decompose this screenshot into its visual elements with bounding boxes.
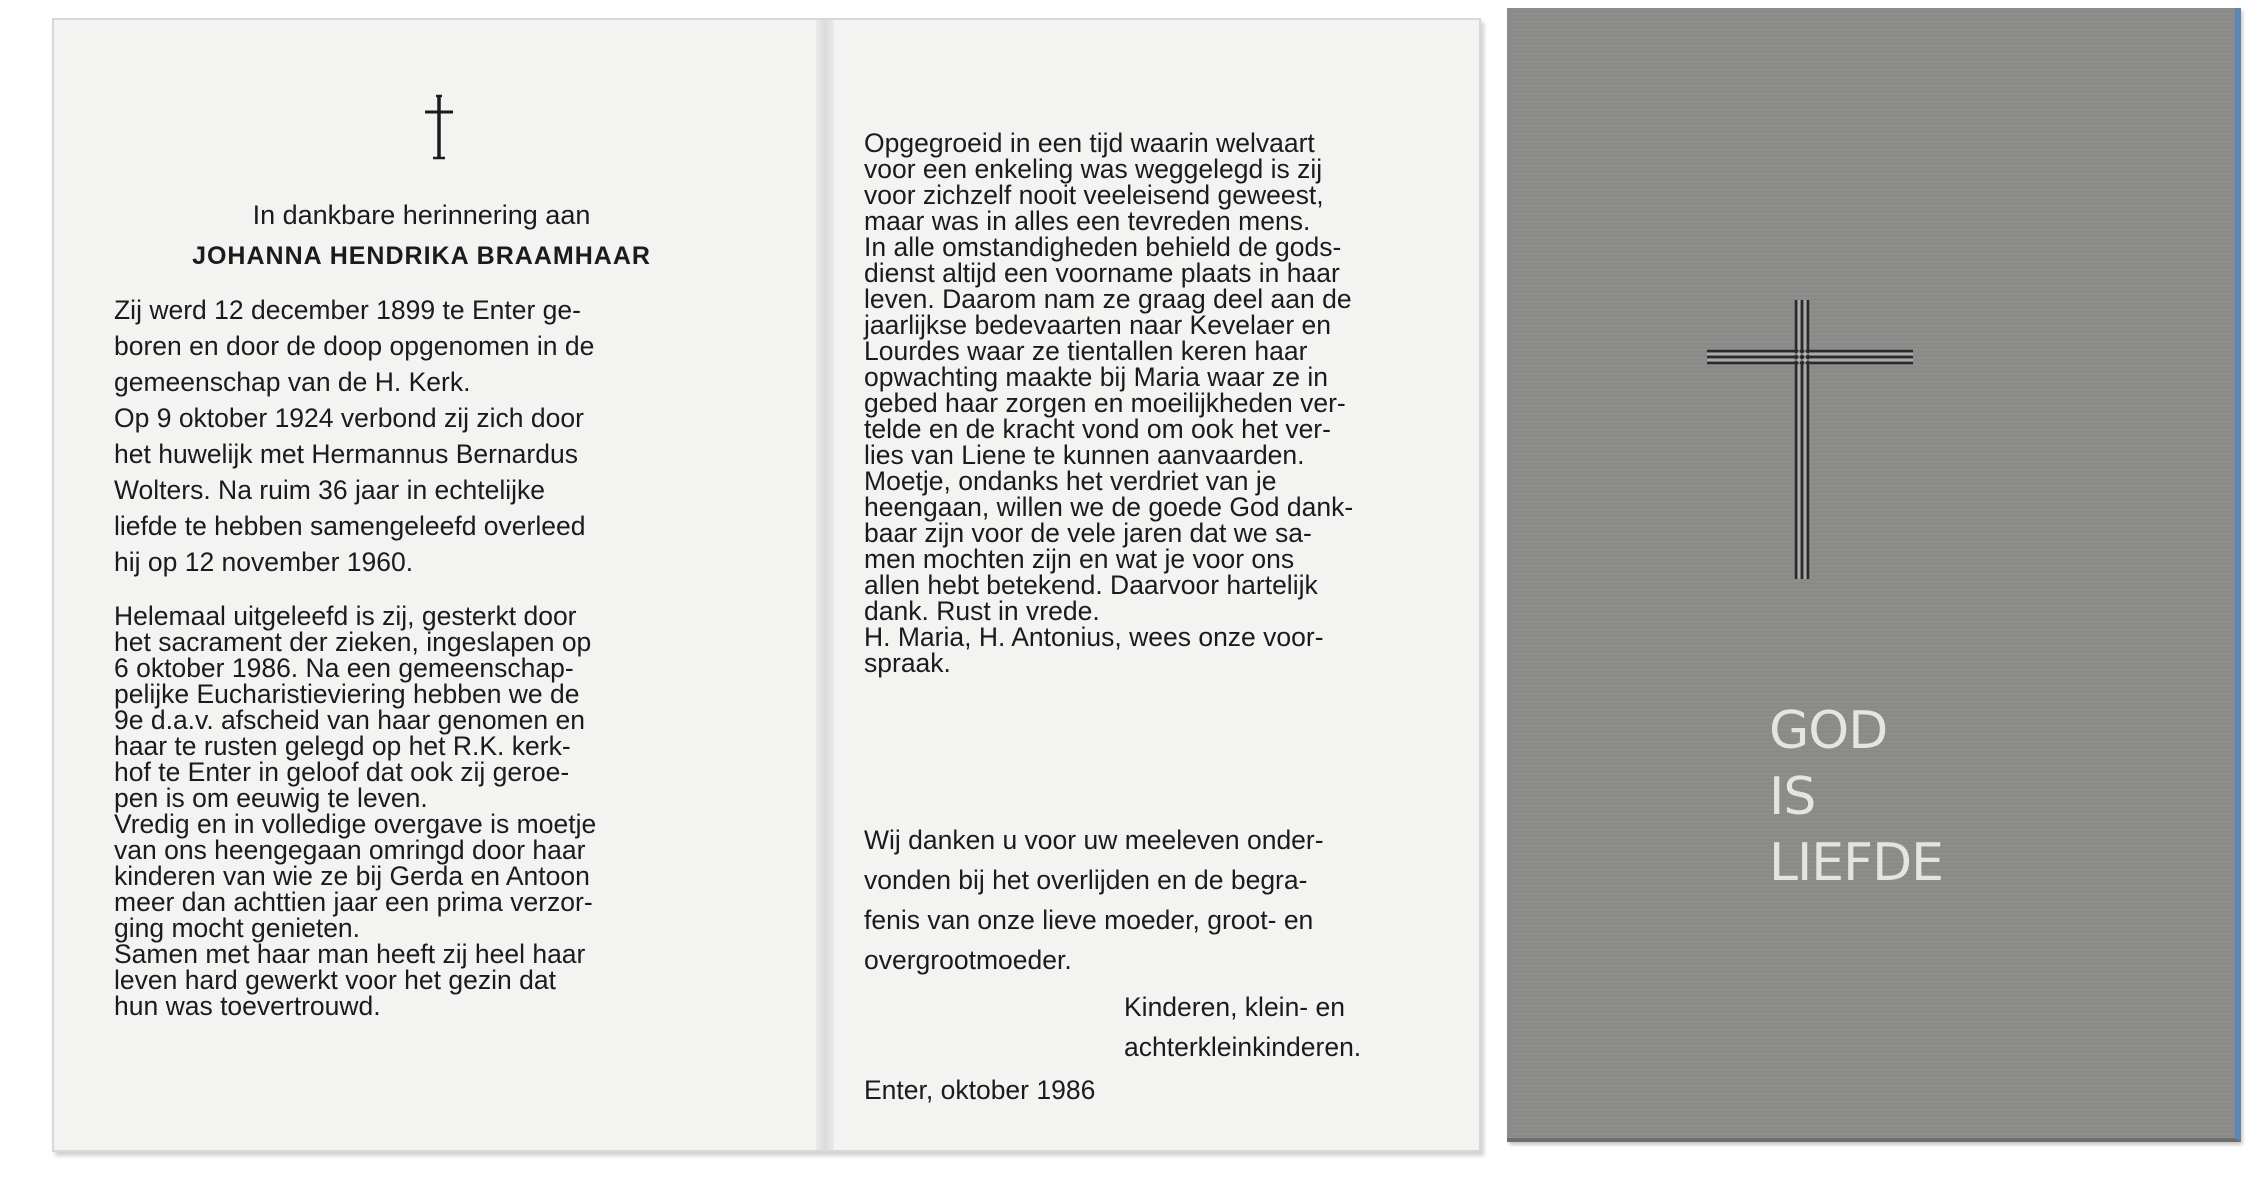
right-page <box>864 20 1454 1150</box>
passing-paragraph: Helemaal uitgeleefd is zij, gesterkt door het sacrament der zieken, ingeslapen op 6 oktober 1986. Na een gemeenschap- pelijke Eucharistieviering hebben we de 9e d.a.v. afscheid van haar genomen en haar te rusten gelegd op het R.K. kerk- hof te Enter in geloof dat ook zij geroe- pen is om eeuwig te leven. Vredig en in volledige overgave is moetje van ons heengegaan omringd door haar kinderen van wie ze bij Gerda en Antoon meer dan achttien jaar een prima verzor- ging mocht genieten. Samen met haar man heeft zij heel haar leven hard gewerkt voor het gezin dat hun was toevertrouwd. <box>114 601 597 1021</box>
deceased-name: JOHANNA HENDRIKA BRAAMHAAR <box>192 242 651 270</box>
life-paragraph: Opgegroeid in een tijd waarin welvaart voor een enkeling was weggelegd is zij voor zichzelf nooit veeleisend geweest, maar was in alles een tevreden mens. In alle omstandigheden behield de gods- dienst altijd een voorname plaats in haar leven. Daarom nam ze graag deel aan de jaarlijkse bedevaarten naar Kevelaer en Lourdes waar ze tientallen keren haar opwachting maakte bij Maria waar ze in gebed haar zorgen en moeilijkheden ver- telde en de kracht vond om ook het ver- lies van Liene te kunnen aanvaarden. Moetje, ondanks het verdriet van je heengaan, willen we de goede God dank- baar zijn voor de vele jaren dat we sa- men mochten zijn en wat je voor ons allen hebt betekend. Daarvoor hartelijk dank. Rust in vrede. H. Maria, H. Antonius, wees onze voor- spraak. <box>864 128 1354 678</box>
cross-icon <box>419 92 459 162</box>
biography-paragraph: Zij werd 12 december 1899 te Enter ge- boren en door de doop opgenomen in de gemeenschap van de H. Kerk. Op 9 oktober 1924 verbond zij zich door het huwelijk met Hermannus Bernardus Wolters. Na ruim 36 jaar in echtelijke liefde te hebben samengeleefd overleed hij op 12 november 1960. <box>114 295 595 577</box>
place-date: Enter, oktober 1986 <box>864 1075 1096 1105</box>
family-signoff: Kinderen, klein- en achterkleinkinderen. <box>1124 992 1362 1062</box>
thanks-paragraph: Wij danken u voor uw meeleven onder- vonden bij het overlijden en de begra- fenis van onze lieve moeder, groot- en overgrootmoeder. <box>864 825 1324 975</box>
memorial-card-inside <box>52 18 1481 1152</box>
card-fold <box>816 20 834 1150</box>
left-page <box>114 20 729 1150</box>
memorial-card-cover <box>1507 8 2241 1142</box>
cover-motto: GOD IS LIEFDE <box>1769 701 1943 893</box>
dedication-line: In dankbare herinnering aan <box>252 200 591 230</box>
embossed-cross-icon <box>1707 298 1913 581</box>
